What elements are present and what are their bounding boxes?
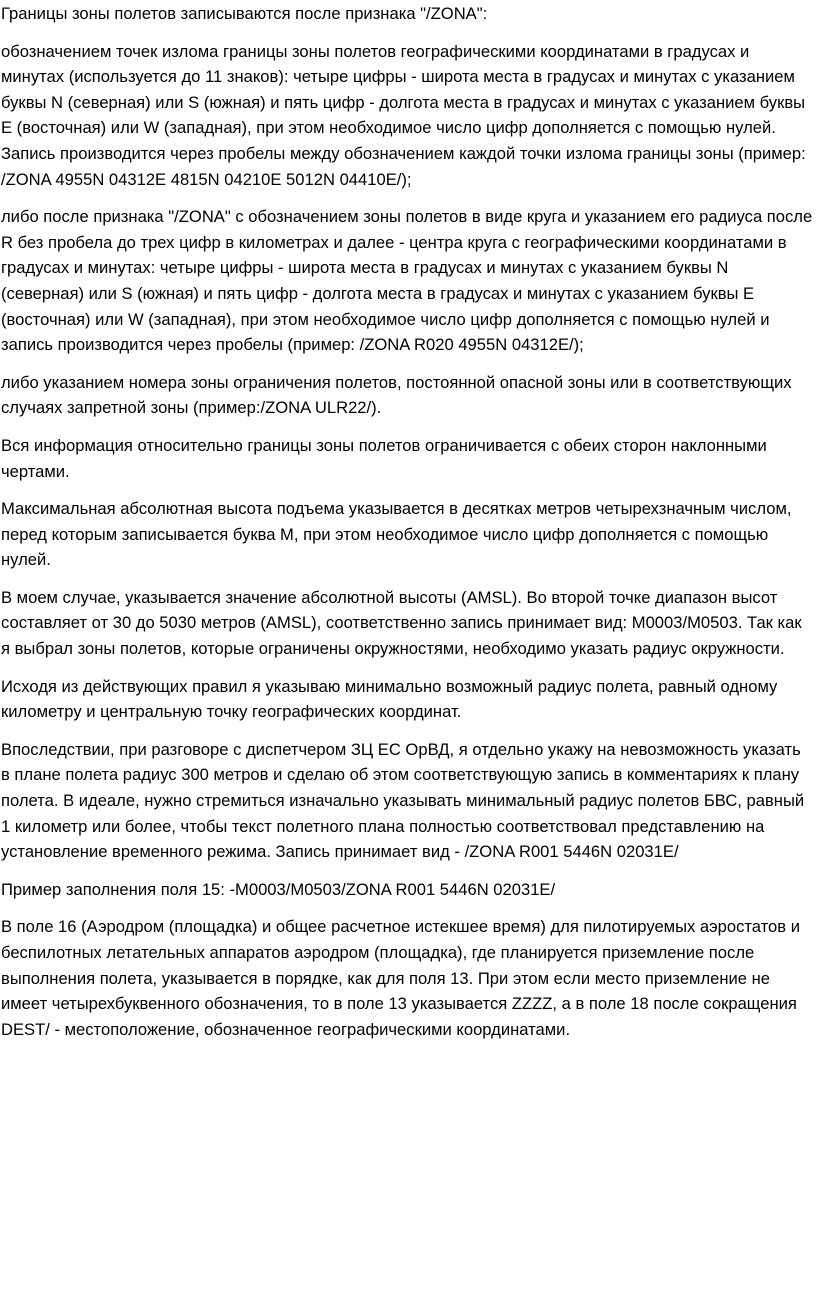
paragraph-amsl: В моем случае, указывается значение абсолютной высоты (AMSL). Во второй точке диапазон высот составляет от 30 до 5030 метров (AMSL), соответственно запись принимает вид: M0003/M0503. Так как я выбрал зоны полетов, которые ограничены окружностями, необходимо указать радиус окружности. [1, 587, 802, 659]
paragraph-min-radius: Исходя из действующих правил я указываю минимально возможный радиус полета, равный одному километру и центральную точку географических координат. [1, 676, 778, 722]
paragraph-boundary-points: обозначением точек излома границы зоны полетов географическими координатами в градусах и минутах (используется до 11 знаков): четыре цифры - широта места в градусах и минутах с указанием буквы N (северная) или S (южная) и пять цифр - долгота места в градусах и минутах с указанием буквы E (восточная) или W (западная), при этом необходимое число цифр дополняется с помощью нулей. Запись производится через пробелы между обозначением каждой точки излома границы зоны (пример: /ZONA 4955N 04312E 4815N 04210E 5012N 04410E/); [1, 41, 806, 189]
paragraph-field-15-example: Пример заполнения поля 15: -M0003/M0503/ZONA R001 5446N 02031E/ [1, 879, 556, 899]
paragraph-restricted-zone: либо указанием номера зоны ограничения полетов, постоянной опасной зоны или в соответствующих случаях запретной зоны (пример:/ZONA ULR22/). [1, 372, 792, 418]
paragraph-field-16: В поле 16 (Аэродром (площадка) и общее расчетное истекшее время) для пилотируемых аэростатов и беспилотных летательных аппаратов аэродром (площадка), где планируется приземление после выполнения полета, указывается в порядке, как для поля 13. При этом если место приземление не имеет четырехбуквенного обозначения, то в поле 13 указывается ZZZZ, а в поле 18 после сокращения DEST/ - местоположение, обозначенное географическими координатами. [1, 917, 800, 1039]
paragraph-slashes: Вся информация относительно границы зоны полетов ограничивается с обеих сторон наклонными чертами. [1, 435, 767, 481]
paragraph-circle-zone: либо после признака "/ZONA" с обозначением зоны полетов в виде круга и указанием его радиуса после R без пробела до трех цифр в километрах и далее - центра круга с географическими координатами в градусах и минутах: четыре цифры - широта места в градусах и минутах с указанием буквы N (северная) или S (южная) и пять цифр - долгота места в градусах и минутах с указанием буквы E (восточная) или W (западная), при этом необходимое число цифр дополняется с помощью нулей и запись производится через пробелы (пример: /ZONA R020 4955N 04312E/); [1, 207, 813, 355]
paragraph-max-altitude: Максимальная абсолютная высота подъема указывается в десятках метров четырехзначным числом, перед которым записывается буква M, при этом необходимое число цифр дополняется с помощью нулей. [1, 499, 792, 570]
paragraph-zona-intro: Границы зоны полетов записываются после признака "/ZONA": [1, 4, 488, 23]
paragraph-dispatcher: Впоследствии, при разговоре с диспетчером ЗЦ ЕС ОрВД, я отдельно укажу на невозможность указать в плане полета радиус 300 метров и сделаю об этом соответствующую запись в комментариях к плану полета. В идеале, нужно стремиться изначально указывать минимальный радиус полетов БВС, равный 1 километр или более, чтобы текст полетного плана полностью соответствовал представлению на установление временного режима. Запись принимает вид - /ZONA R001 5446N 02031E/ [1, 739, 805, 862]
